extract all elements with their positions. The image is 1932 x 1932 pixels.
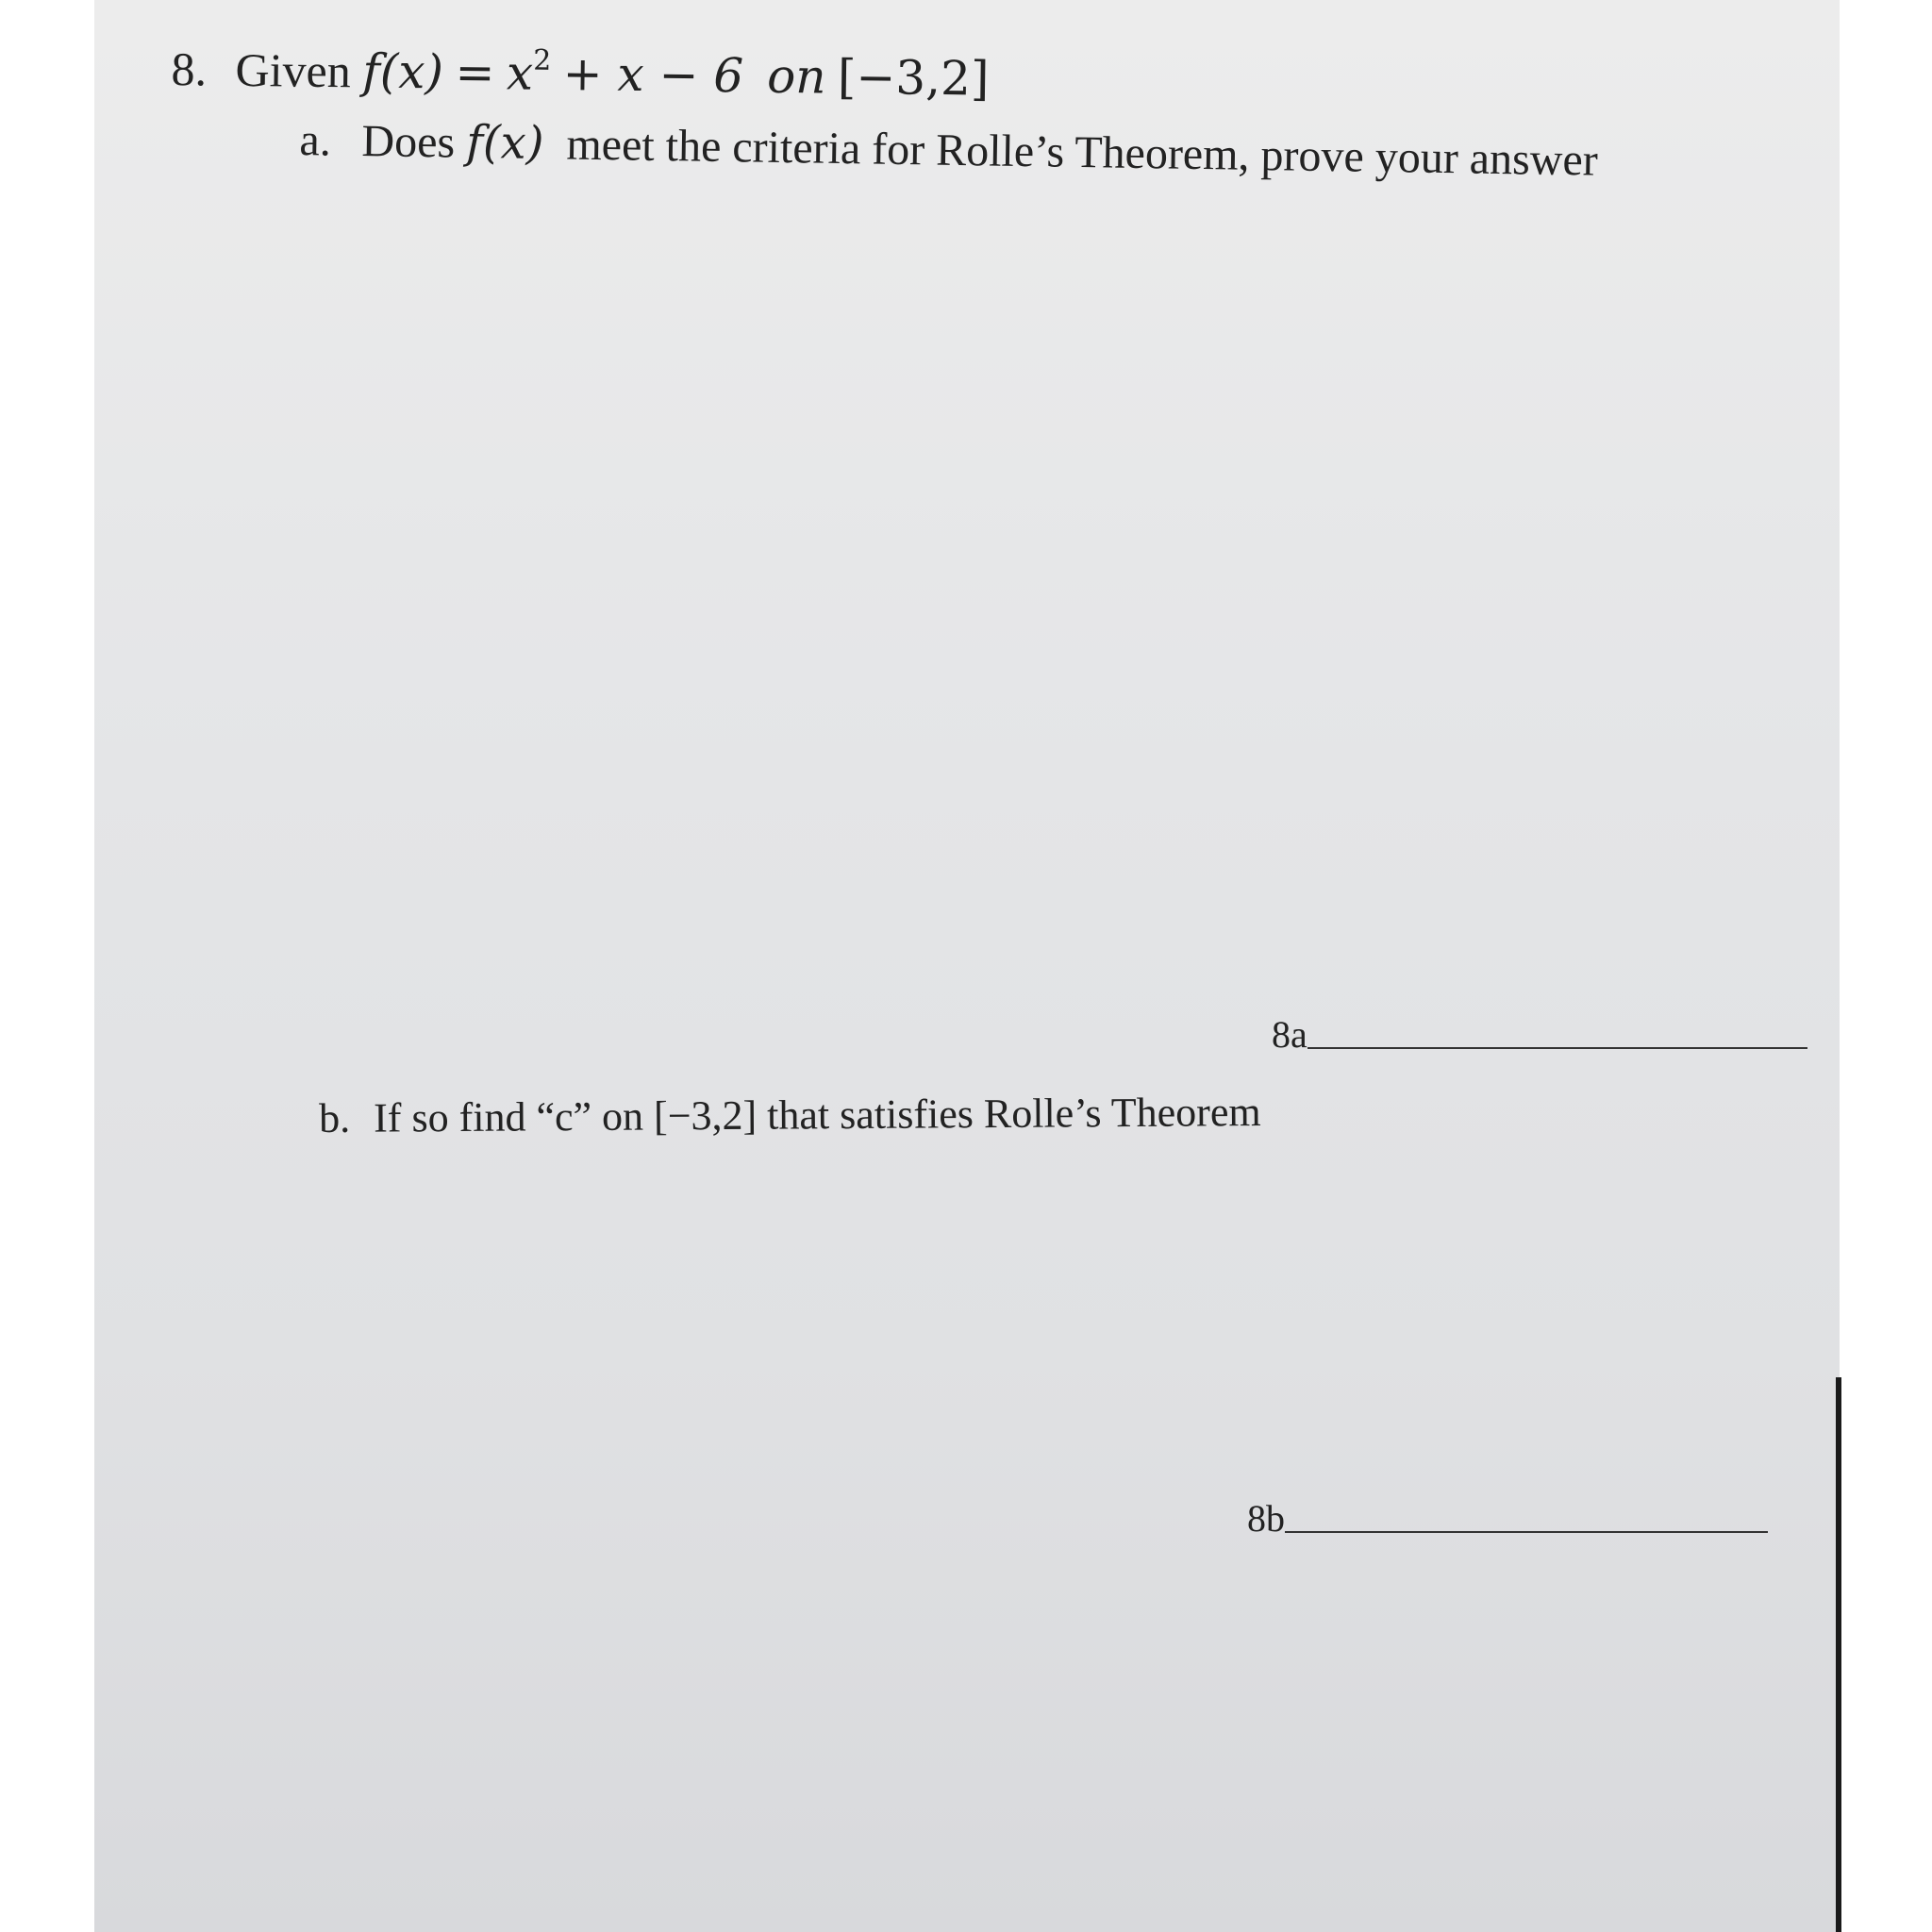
part-b: [319, 1088, 1261, 1142]
interval: [−3,2]: [837, 49, 990, 107]
page-edge-shadow: [1836, 1377, 1841, 1932]
question-8: [171, 40, 990, 107]
worksheet-page: [94, 0, 1840, 1932]
expression-exponent: 2: [533, 43, 552, 77]
function-name: f(x): [361, 43, 444, 100]
answer-line-8a[interactable]: [1307, 1009, 1807, 1049]
answer-blank-8a[interactable]: [1272, 1009, 1807, 1057]
question-intro: Given: [235, 42, 352, 98]
answer-line-8b[interactable]: [1285, 1493, 1768, 1533]
answer-label-8b: 8b: [1247, 1497, 1285, 1540]
part-a-text: meet the criteria for Rolle’s Theorem, prove your answer: [566, 119, 1599, 186]
expression-x: x: [506, 45, 534, 101]
answer-label-8a: 8a: [1272, 1013, 1307, 1056]
part-a-letter: a.: [299, 114, 332, 166]
part-a-prefix: Does: [361, 116, 456, 168]
part-b-text: If so find “c” on [−3,2] that satisfies Rolle’s Theorem: [374, 1089, 1261, 1141]
part-a: [299, 113, 1598, 187]
expression-rest: + x − 6: [562, 46, 744, 104]
part-b-letter: b.: [319, 1094, 351, 1141]
part-a-function: f(x): [465, 115, 544, 171]
question-number: 8.: [171, 42, 208, 96]
answer-blank-8b[interactable]: [1247, 1493, 1768, 1541]
on-word: on: [766, 48, 826, 105]
equals-sign: =: [455, 44, 495, 101]
